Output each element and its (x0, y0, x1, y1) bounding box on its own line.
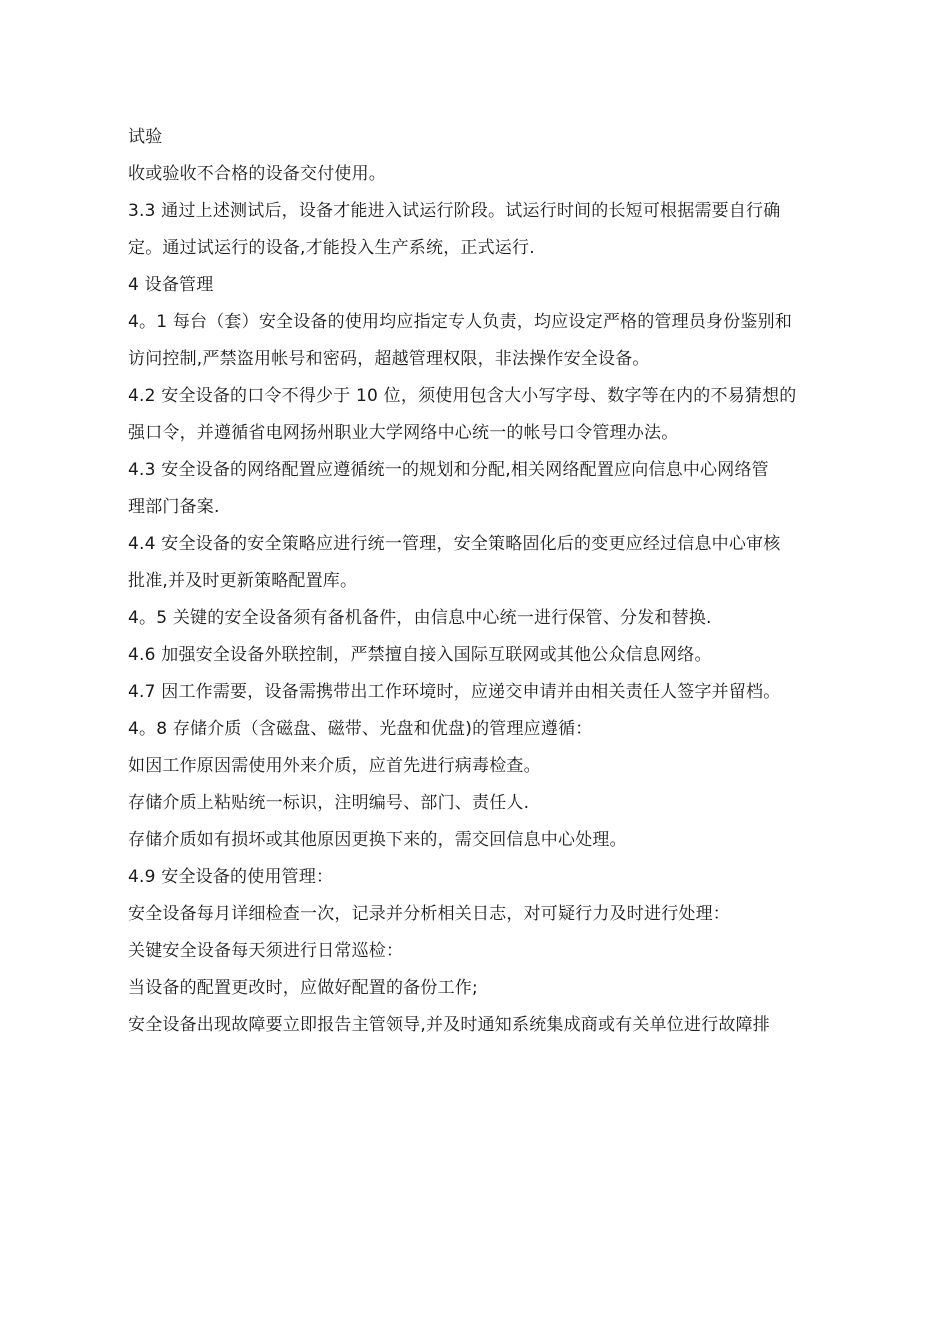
paragraph: 当设备的配置更改时，应做好配置的备份工作; (128, 978, 478, 998)
paragraph: 关键安全设备每天须进行日常巡检： (128, 941, 404, 961)
paragraph: 3.3 通过上述测试后，设备才能进入试运行阶段。试运行时间的长短可根据需要自行确 (128, 201, 781, 221)
paragraph: 试验 (128, 127, 163, 147)
document-body (128, 124, 828, 1049)
paragraph: 4。5 关键的安全设备须有备机备件，由信息中心统一进行保管、分发和替换. (128, 608, 712, 628)
paragraph: 4.9 安全设备的使用管理： (128, 867, 334, 887)
paragraph: 收或验收不合格的设备交付使用。 (128, 164, 386, 184)
paragraph: 如因工作原因需使用外来介质，应首先进行病毒检查。 (128, 756, 541, 776)
paragraph: 4.3 安全设备的网络配置应遵循统一的规划和分配,相关网络配置应向信息中心网络管 (128, 460, 769, 480)
paragraph: 4。1 每台（套）安全设备的使用均应指定专人负责，均应设定严格的管理员身份鉴别和 (128, 312, 793, 332)
paragraph: 4.2 安全设备的口令不得少于 10 位，须使用包含大小写字母、数字等在内的不易猜想的 (128, 386, 797, 406)
paragraph: 4。8 存储介质（含磁盘、磁带、光盘和优盘)的管理应遵循： (128, 719, 593, 739)
section-heading: 4 设备管理 (128, 275, 214, 295)
paragraph: 存储介质如有损坏或其他原因更换下来的，需交回信息中心处理。 (128, 830, 627, 850)
paragraph: 4.6 加强安全设备外联控制，严禁擅自接入国际互联网或其他公众信息网络。 (128, 645, 712, 665)
paragraph: 存储介质上粘贴统一标识，注明编号、部门、责任人. (128, 793, 530, 813)
paragraph: 理部门备案. (128, 497, 220, 517)
paragraph: 定。通过试运行的设备,才能投入生产系统，正式运行. (128, 238, 535, 258)
paragraph: 4.7 因工作需要，设备需携带出工作环境时，应递交申请并由相关责任人签字并留档。 (128, 682, 781, 702)
paragraph: 强口令，并遵循省电网扬州职业大学网络中心统一的帐号口令管理办法。 (128, 423, 679, 443)
paragraph: 批准,并及时更新策略配置库。 (128, 571, 358, 591)
paragraph: 4.4 安全设备的安全策略应进行统一管理，安全策略固化后的变更应经过信息中心审核 (128, 534, 781, 554)
paragraph: 安全设备每月详细检查一次，记录并分析相关日志，对可疑行力及时进行处理： (128, 904, 730, 924)
paragraph: 访问控制,严禁盗用帐号和密码，超越管理权限，非法操作安全设备。 (128, 349, 650, 369)
paragraph: 安全设备出现故障要立即报告主管领导,并及时通知系统集成商或有关单位进行故障排 (128, 1015, 771, 1035)
